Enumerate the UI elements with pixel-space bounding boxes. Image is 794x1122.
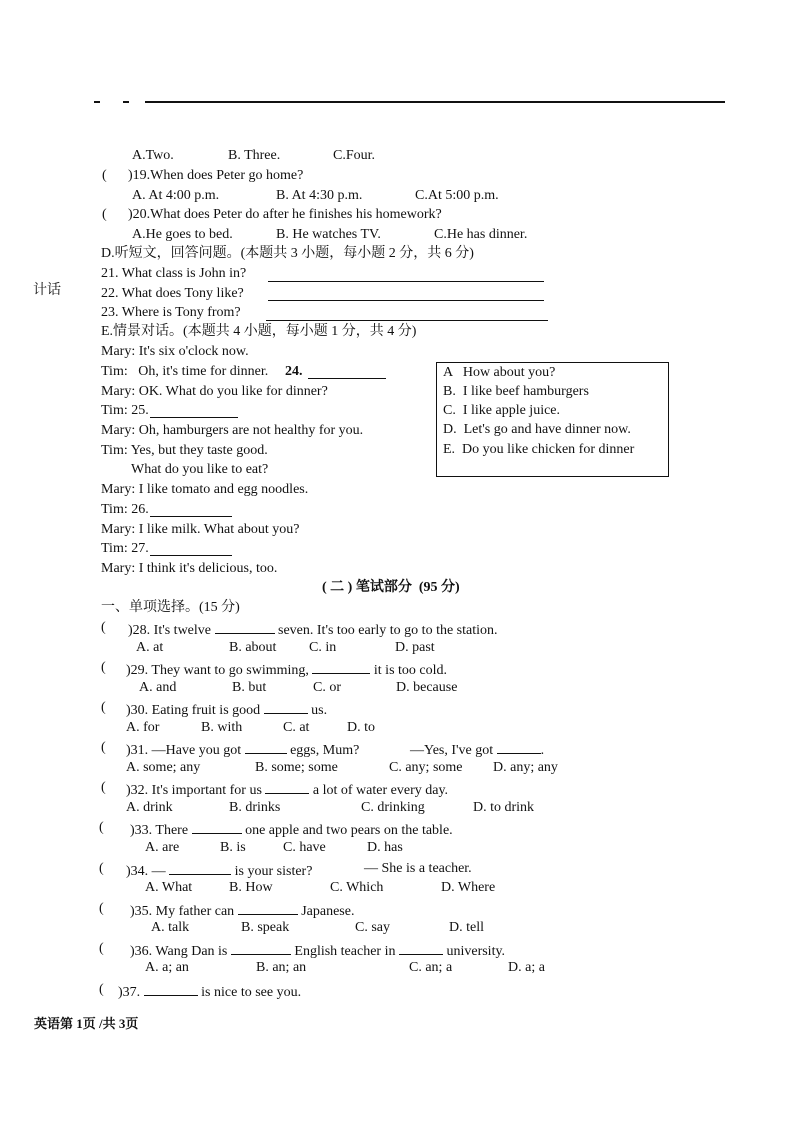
q35-option-c: C. say xyxy=(355,920,390,935)
q20-option-b: B. He watches TV. xyxy=(276,227,381,242)
dialogue-line: Mary: Oh, hamburgers are not healthy for you. xyxy=(101,423,364,438)
question-21: 21. What class is John in? xyxy=(101,266,247,281)
answer-line-27[interactable] xyxy=(150,555,232,556)
q20-option-c: C.He has dinner. xyxy=(434,227,528,242)
q28-option-a: A. at xyxy=(136,640,164,655)
q34-option-a: A. What xyxy=(145,880,193,895)
dialogue-line: Tim: 27. xyxy=(101,541,149,556)
header-dash xyxy=(94,101,100,103)
q19-text: )19.When does Peter go home? xyxy=(128,168,304,183)
answer-bracket: ( xyxy=(102,168,107,183)
blank[interactable] xyxy=(238,902,298,915)
question-36: )36. Wang Dan is English teacher in university. xyxy=(130,944,506,959)
q31-option-c: C. any; some xyxy=(389,760,463,775)
dialogue-line: Tim: Oh, it's time for dinner. xyxy=(101,364,269,379)
q33-option-a: A. are xyxy=(145,840,180,855)
section-d-heading: D.听短文，回答问题。(本题共 3 小题，每小题 2 分，共 6 分) xyxy=(101,246,474,261)
q34-option-b: B. How xyxy=(229,880,273,895)
q34-option-c: C. Which xyxy=(330,880,384,895)
box-option-a: A How about you? xyxy=(443,365,556,380)
blank[interactable] xyxy=(231,942,291,955)
box-option-c: C. I like apple juice. xyxy=(443,403,561,418)
q33-option-c: C. have xyxy=(283,840,326,855)
box-option-d: D. Let's go and have dinner now. xyxy=(443,422,631,437)
q29-option-c: C. or xyxy=(313,680,341,695)
answer-line-25[interactable] xyxy=(150,417,238,418)
question-22: 22. What does Tony like? xyxy=(101,286,244,301)
q30-option-a: A. for xyxy=(126,720,160,735)
q36-option-b: B. an; an xyxy=(256,960,307,975)
q19-option-b: B. At 4:30 p.m. xyxy=(276,188,363,203)
header-dash xyxy=(123,101,129,103)
q30-option-d: D. to xyxy=(347,720,375,735)
q20-option-a: A.He goes to bed. xyxy=(132,227,233,242)
q31-option-a: A. some; any xyxy=(126,760,201,775)
box-option-e: E. Do you like chicken for dinner xyxy=(443,442,635,457)
q30-option-b: B. with xyxy=(201,720,243,735)
blank[interactable] xyxy=(169,862,231,875)
q30-option-c: C. at xyxy=(283,720,310,735)
q33-option-b: B. is xyxy=(220,840,246,855)
dialogue-line: What do you like to eat? xyxy=(131,462,269,477)
answer-line-21[interactable] xyxy=(268,281,544,282)
answer-line-23[interactable] xyxy=(266,320,548,321)
q31-option-d: D. any; any xyxy=(493,760,558,775)
blank[interactable] xyxy=(215,621,275,634)
blank[interactable] xyxy=(399,942,443,955)
question-35: )35. My father can Japanese. xyxy=(130,904,355,919)
question-37: )37. is nice to see you. xyxy=(118,985,302,1000)
answer-line-24[interactable] xyxy=(308,378,386,379)
q18-option-b: B. Three. xyxy=(228,148,281,163)
q29-option-b: B. but xyxy=(232,680,267,695)
side-text: 计话 xyxy=(33,283,61,298)
dialogue-line: Tim: Yes, but they taste good. xyxy=(101,443,268,458)
question-23: 23. Where is Tony from? xyxy=(101,305,241,320)
q19-option-a: A. At 4:00 p.m. xyxy=(132,188,220,203)
written-part-title: ( 二 ) 笔试部分 (95 分) xyxy=(322,580,460,595)
q33-option-d: D. has xyxy=(367,840,403,855)
question-34-reply: — She is a teacher. xyxy=(364,861,472,876)
q32-option-b: B. drinks xyxy=(229,800,281,815)
question-29: )29. They want to go swimming, it is too cold. xyxy=(126,663,448,678)
question-32: )32. It's important for us a lot of water every day. xyxy=(126,783,449,798)
q32-option-a: A. drink xyxy=(126,800,173,815)
q19-option-c: C.At 5:00 p.m. xyxy=(415,188,499,203)
answer-line-26[interactable] xyxy=(150,516,232,517)
header-rule xyxy=(145,101,725,103)
dialogue-line: Mary: It's six o'clock now. xyxy=(101,344,249,359)
dialogue-line: Mary: I think it's delicious, too. xyxy=(101,561,278,576)
q31-option-b: B. some; some xyxy=(255,760,338,775)
q36-option-c: C. an; a xyxy=(409,960,453,975)
blank[interactable] xyxy=(265,781,309,794)
question-34: )34. — is your sister? xyxy=(126,864,313,879)
dialogue-line: Mary: OK. What do you like for dinner? xyxy=(101,384,328,399)
q28-option-b: B. about xyxy=(229,640,277,655)
box-option-b: B. I like beef hamburgers xyxy=(443,384,589,399)
q35-option-d: D. tell xyxy=(449,920,484,935)
q20-text: )20.What does Peter do after he finishes his homework? xyxy=(128,207,442,222)
blank-24-label: 24. xyxy=(285,364,303,379)
question-28: )28. It's twelve seven. It's too early to go to the station. xyxy=(128,623,498,638)
blank[interactable] xyxy=(264,701,308,714)
question-31-reply: —Yes, I've got . xyxy=(410,743,545,758)
section-1-heading: 一、单项选择。(15 分) xyxy=(101,600,240,615)
q34-option-d: D. Where xyxy=(441,880,496,895)
q18-option-a: A.Two. xyxy=(132,148,174,163)
dialogue-line: Mary: I like tomato and egg noodles. xyxy=(101,482,309,497)
q36-option-d: D. a; a xyxy=(508,960,545,975)
q29-option-d: D. because xyxy=(396,680,458,695)
q28-option-c: C. in xyxy=(309,640,337,655)
dialogue-line: Tim: 26. xyxy=(101,502,149,517)
q32-option-c: C. drinking xyxy=(361,800,425,815)
question-33: )33. There one apple and two pears on the table. xyxy=(130,823,453,838)
question-31: )31. —Have you got eggs, Mum? xyxy=(126,743,360,758)
answer-line-22[interactable] xyxy=(268,300,544,301)
q35-option-a: A. talk xyxy=(151,920,190,935)
q29-option-a: A. and xyxy=(139,680,177,695)
q28-option-d: D. past xyxy=(395,640,435,655)
dialogue-line: Tim: 25. xyxy=(101,403,149,418)
q18-option-c: C.Four. xyxy=(333,148,376,163)
blank[interactable] xyxy=(312,661,370,674)
answer-bracket: ( xyxy=(102,207,107,222)
question-30: )30. Eating fruit is good us. xyxy=(126,703,328,718)
blank[interactable] xyxy=(497,741,541,754)
blank[interactable] xyxy=(144,983,198,996)
page-footer: 英语第 1页 /共 3页 xyxy=(34,1016,139,1031)
blank[interactable] xyxy=(245,741,287,754)
dialogue-line: Mary: I like milk. What about you? xyxy=(101,522,300,537)
q36-option-a: A. a; an xyxy=(145,960,189,975)
q32-option-d: D. to drink xyxy=(473,800,535,815)
blank[interactable] xyxy=(192,821,242,834)
section-e-heading: E.情景对话。(本题共 4 小题，每小题 1 分，共 4 分) xyxy=(101,324,417,339)
q35-option-b: B. speak xyxy=(241,920,290,935)
